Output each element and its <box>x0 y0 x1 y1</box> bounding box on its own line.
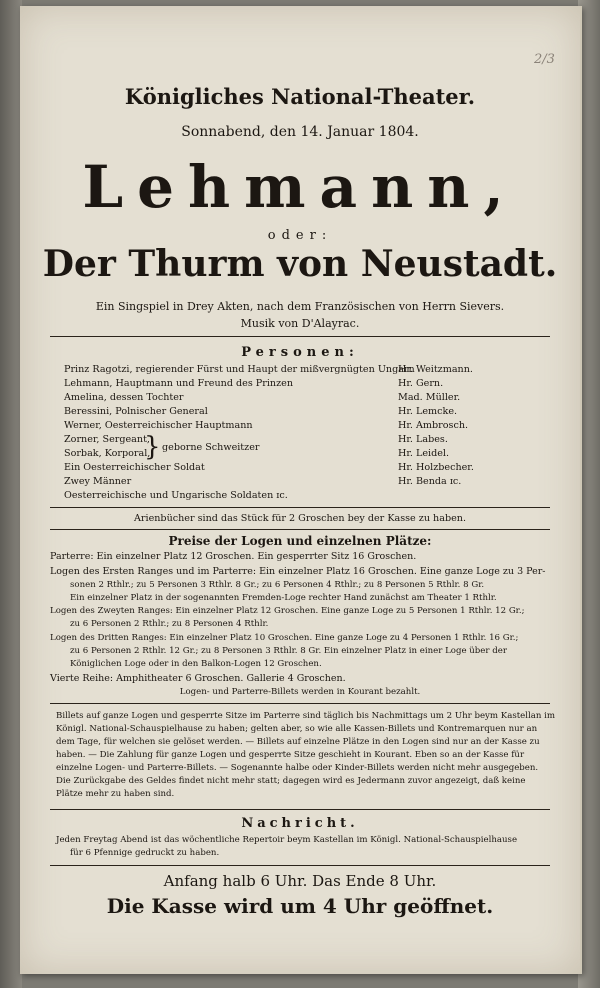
nachricht-heading: Nachricht. <box>241 816 359 831</box>
price-line: Parterre: Ein einzelner Platz 12 Groschen. Ein gesperrter Sitz 16 Groschen. <box>50 551 417 562</box>
cast-role: Zorner, Sergeant, <box>64 434 150 445</box>
cast-actor: Hr. Ambrosch. <box>398 420 469 431</box>
cast-actor: Mad. Müller. <box>398 392 461 403</box>
cast-role: Prinz Ragotzi, regierender Fürst und Haupt der mißvergnügten Ungarn <box>64 364 415 375</box>
theater-name: Königliches National-Theater. <box>124 84 476 109</box>
cast-role: Ein Oesterreichischer Soldat <box>64 462 205 473</box>
price-line: Vierte Reihe: Amphitheater 6 Groschen. Gallerie 4 Groschen. <box>50 673 346 684</box>
divider <box>50 809 550 810</box>
price-line: Logen des Dritten Ranges: Ein einzelner Platz 10 Groschen. Eine ganze Loge zu 4 Personen 1 Rthlr. 16 Gr.; <box>50 633 519 643</box>
price-line: zu 6 Personen 2 Rthlr. 12 Gr.; zu 8 Personen 3 Rthlr. 8 Gr. Ein einzelner Platz in einer Loge über der <box>70 646 507 656</box>
billets-line: Plätze mehr zu haben sind. <box>56 789 175 799</box>
archive-number: 2/3 <box>534 52 555 67</box>
divider <box>50 703 550 704</box>
music-credit: Musik von D'Alayrac. <box>240 317 360 330</box>
personen-heading: Personen: <box>241 345 359 360</box>
billets-line: Die Zurückgabe des Geldes findet nicht mehr statt; dagegen wird es Jedermann zuvor angezeigt, daß keine <box>56 776 526 786</box>
brace: } <box>144 432 161 462</box>
price-line: Königlichen Loge oder in den Balkon-Logen 12 Groschen. <box>70 659 322 669</box>
performance-date: Sonnabend, den 14. Januar 1804. <box>181 124 419 140</box>
billets-line: einzelne Logen- und Parterre-Billets. — Sogenannte halbe oder Kinder-Billets werden nicht mehr ausgegeben. <box>56 763 539 773</box>
cast-role: Beressini, Polnischer General <box>64 406 208 417</box>
cast-role: Lehmann, Hauptmann und Freund des Prinzen <box>64 378 293 389</box>
start-time: Anfang halb 6 Uhr. Das Ende 8 Uhr. <box>163 872 437 890</box>
billets-line: Billets auf ganze Logen und gesperrte Sitze im Parterre sind täglich bis Nachmittags um 2 Uhr beym Kastellan im <box>56 711 556 721</box>
cast-role: Zwey Männer <box>64 476 132 487</box>
play-title: Lehmann, <box>82 153 518 221</box>
kourant-note: Logen- und Parterre-Billets werden in Kourant bezahlt. <box>179 687 421 697</box>
box-office-opening: Die Kasse wird um 4 Uhr geöffnet. <box>106 894 494 918</box>
nachricht-line: Jeden Freytag Abend ist das wöchentliche Repertoir beym Kastellan im Königl. National-Schauspielhause <box>56 835 518 845</box>
play-subtitle: Der Thurm von Neustadt. <box>42 243 558 285</box>
price-line: Ein einzelner Platz in der sogenannten Fremden-Loge rechter Hand zunächst am Theater 1 Rthlr. <box>70 593 497 603</box>
cast-actor: Hr. Weitzmann. <box>398 364 473 375</box>
divider <box>50 865 550 866</box>
cast-actor: Hr. Holzbecher. <box>398 462 474 473</box>
billets-line: Königl. National-Schauspielhause zu haben; gelten aber, so wie alle Kassen-Billets und Kontremarquen nur an <box>56 724 538 734</box>
playbill-page <box>20 6 582 974</box>
price-line: zu 6 Personen 2 Rthlr.; zu 8 Personen 4 Rthlr. <box>70 619 269 629</box>
divider <box>50 529 550 530</box>
divider <box>50 336 550 337</box>
cast-role: Werner, Oesterreichischer Hauptmann <box>64 420 253 431</box>
cast-role: Sorbak, Korporal, <box>64 448 151 459</box>
cast-role: Amelina, dessen Tochter <box>64 392 184 403</box>
background-left <box>0 0 22 988</box>
title-oder: oder: <box>267 228 333 243</box>
play-description: Ein Singspiel in Drey Akten, nach dem Französischen von Herrn Sievers. <box>95 300 505 313</box>
price-line: sonen 2 Rthlr.; zu 5 Personen 3 Rthlr. 8 Gr.; zu 6 Personen 4 Rthlr.; zu 8 Personen 5 Rthlr. 8 Gr. <box>70 580 485 590</box>
divider <box>50 507 550 508</box>
nachricht-line: für 6 Pfennige gedruckt zu haben. <box>70 848 220 858</box>
preise-heading: Preise der Logen und einzelnen Plätze: <box>168 534 432 548</box>
cast-actor: Hr. Leidel. <box>398 448 450 459</box>
arien-note: Arienbücher sind das Stück für 2 Groschen bey der Kasse zu haben. <box>133 513 467 524</box>
brace-note: geborne Schweitzer <box>162 442 260 453</box>
billets-line: haben. — Die Zahlung für ganze Logen und gesperrte Sitze geschieht in Kourant. Eben so an der Kasse für <box>56 750 525 760</box>
cast-actor: Hr. Gern. <box>398 378 444 389</box>
cast-actor: Hr. Benda ɪc. <box>398 476 462 487</box>
price-line: Logen des Zweyten Ranges: Ein einzelner Platz 12 Groschen. Eine ganze Loge zu 5 Personen 1 Rthlr. 12 Gr.; <box>50 606 525 616</box>
billets-line: dem Tage, für welchen sie gelöset werden. — Billets auf einzelne Plätze in den Logen sind nur an der Kasse zu <box>56 737 540 747</box>
price-line: Logen des Ersten Ranges und im Parterre: Ein einzelner Platz 16 Groschen. Eine ganze Loge zu 3 Per- <box>50 566 546 577</box>
cast-actor: Hr. Labes. <box>398 434 448 445</box>
cast-role: Oesterreichische und Ungarische Soldaten ɪc. <box>64 490 288 501</box>
cast-actor: Hr. Lemcke. <box>398 406 458 417</box>
